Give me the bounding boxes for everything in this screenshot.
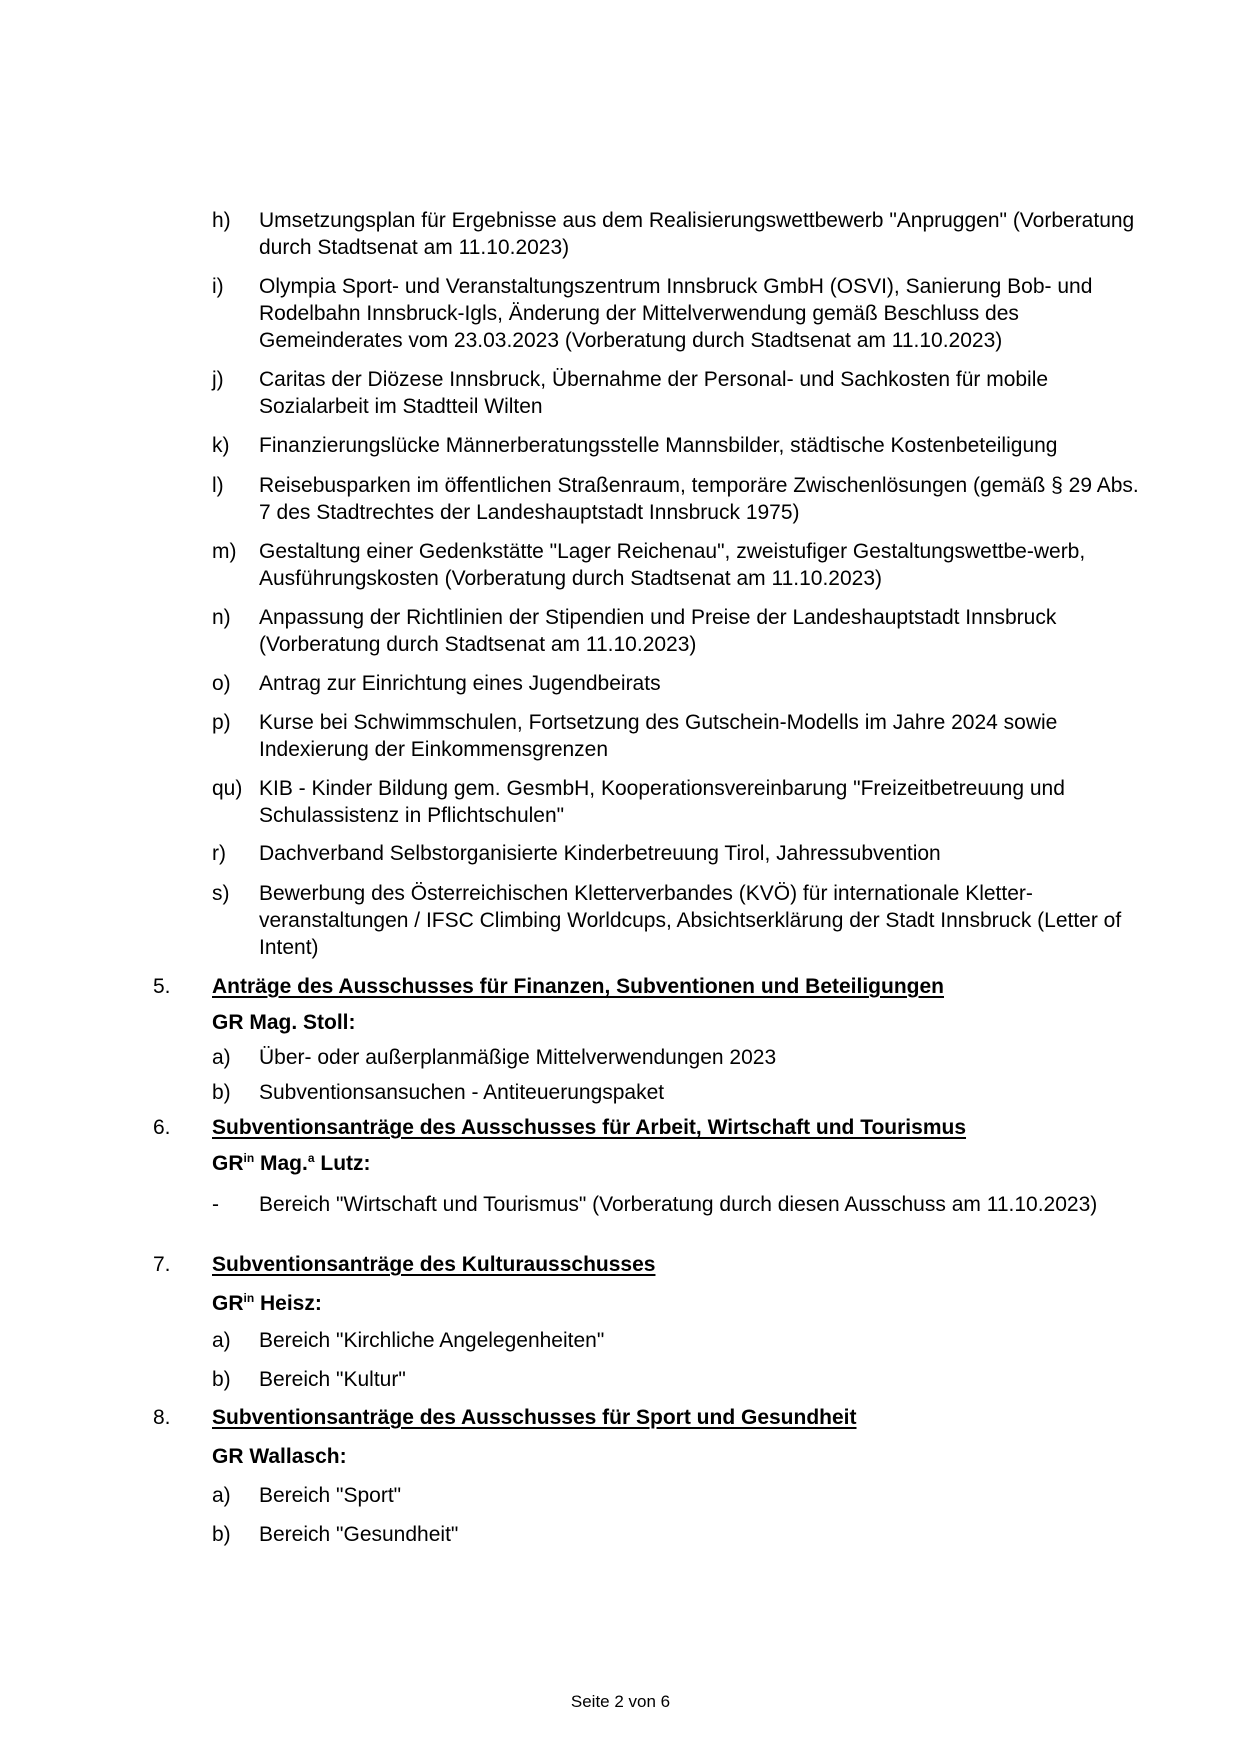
- agenda-item-o: [212, 670, 1142, 697]
- section-number: 7.: [153, 1253, 171, 1276]
- speaker-name: Heisz:: [254, 1292, 322, 1315]
- item-text: Anpassung der Richtlinien der Stipendien und Preise der Landeshauptstadt Innsbruck (Vorberatung durch Stadtsenat am 11.10.2023): [259, 606, 1057, 656]
- agenda-item-j: [212, 366, 1142, 420]
- section-number: 5.: [153, 975, 171, 998]
- item-text: Reisebusparken im öffentlichen Straßenraum, temporäre Zwischenlösungen (gemäß § 29 Abs. 7 des Stadtrechtes der Landeshauptstadt Innsbruck 1975): [259, 474, 1139, 524]
- item-label: a): [212, 1329, 231, 1352]
- section-title: Subventionsanträge des Kulturausschusses: [212, 1253, 656, 1276]
- section-8-item-b: [212, 1521, 1142, 1548]
- section-6-heading: [153, 1114, 1143, 1141]
- item-label: i): [212, 275, 224, 298]
- item-text: Bereich "Wirtschaft und Tourismus" (Vorberatung durch diesen Ausschuss am 11.10.2023): [259, 1193, 1098, 1216]
- agenda-item-l: [212, 472, 1142, 526]
- item-label: s): [212, 882, 230, 905]
- item-label: qu): [212, 777, 243, 800]
- agenda-item-n: [212, 604, 1142, 658]
- item-label: k): [212, 434, 230, 457]
- agenda-item-h: [212, 207, 1142, 261]
- item-text: Bewerbung des Österreichischen Kletterverbandes (KVÖ) für internationale Kletter-veranstaltungen / IFSC Climbing Worldcups, Absichtserklärung der Stadt Innsbruck (Letter of Intent): [259, 882, 1122, 959]
- item-text: Über- oder außerplanmäßige Mittelverwendungen 2023: [259, 1046, 777, 1069]
- item-label: n): [212, 606, 231, 629]
- section-8-heading: [153, 1404, 1143, 1431]
- item-text: Antrag zur Einrichtung eines Jugendbeirats: [259, 672, 661, 695]
- agenda-item-r: [212, 840, 1142, 867]
- item-label: a): [212, 1484, 231, 1507]
- agenda-item-qu: [212, 775, 1142, 829]
- agenda-item-p: [212, 709, 1142, 763]
- item-text: KIB - Kinder Bildung gem. GesmbH, Kooperationsvereinbarung "Freizeitbetreuung und Schulassistenz in Pflichtschulen": [259, 777, 1065, 827]
- item-text: Finanzierungslücke Männerberatungsstelle Mannsbilder, städtische Kostenbeteiligung: [259, 434, 1058, 457]
- item-text: Dachverband Selbstorganisierte Kinderbetreuung Tirol, Jahressubvention: [259, 842, 941, 865]
- item-label: o): [212, 672, 231, 695]
- section-title: Subventionsanträge des Ausschusses für Sport und Gesundheit: [212, 1406, 857, 1429]
- item-label: -: [212, 1193, 219, 1216]
- section-7-item-b: [212, 1366, 1142, 1393]
- item-label: m): [212, 540, 237, 563]
- item-text: Kurse bei Schwimmschulen, Fortsetzung des Gutschein-Modells im Jahre 2024 sowie Indexierung der Einkommensgrenzen: [259, 711, 1058, 761]
- item-label: h): [212, 209, 231, 232]
- section-8-speaker: GR Wallasch:: [212, 1445, 347, 1468]
- item-text: Bereich "Gesundheit": [259, 1523, 459, 1546]
- agenda-item-k: [212, 432, 1142, 459]
- section-5-heading: [153, 973, 1143, 1000]
- section-7-heading: [153, 1251, 1143, 1278]
- page-number-footer: Seite 2 von 6: [570, 1692, 671, 1711]
- section-6-speaker: [212, 1150, 371, 1177]
- item-text: Bereich "Kultur": [259, 1368, 406, 1391]
- speaker-title: GR: [212, 1292, 244, 1315]
- item-label: j): [212, 368, 224, 391]
- item-text: Olympia Sport- und Veranstaltungszentrum Innsbruck GmbH (OSVI), Sanierung Bob- und Rodelbahn Innsbruck-Igls, Änderung der Mittelverwendung gemäß Beschluss des Gemeinderates vom 23.03.2023 (Vorberatung durch Stadtsenat am 11.10.2023): [259, 275, 1093, 352]
- agenda-item-s: [212, 880, 1142, 961]
- section-title: Subventionsanträge des Ausschusses für Arbeit, Wirtschaft und Tourismus: [212, 1116, 967, 1139]
- item-label: b): [212, 1523, 231, 1546]
- section-8-item-a: [212, 1482, 1142, 1509]
- speaker-title-suffix: in: [243, 1151, 255, 1165]
- section-6-item: [212, 1191, 1142, 1218]
- item-label: b): [212, 1368, 231, 1391]
- item-label: b): [212, 1081, 231, 1104]
- item-text: Bereich "Kirchliche Angelegenheiten": [259, 1329, 605, 1352]
- item-text: Gestaltung einer Gedenkstätte "Lager Reichenau", zweistufiger Gestaltungswettbe-werb, Ausführungskosten (Vorberatung durch Stadtsenat am 11.10.2023): [259, 540, 1086, 590]
- section-5-speaker: GR Mag. Stoll:: [212, 1011, 356, 1034]
- item-text: Bereich "Sport": [259, 1484, 402, 1507]
- speaker-name: Lutz:: [314, 1152, 371, 1175]
- item-label: l): [212, 474, 224, 497]
- speaker-title: GR: [212, 1152, 244, 1175]
- agenda-item-i: [212, 273, 1142, 354]
- section-number: 8.: [153, 1406, 171, 1429]
- item-text: Caritas der Diözese Innsbruck, Übernahme der Personal- und Sachkosten für mobile Sozialarbeit im Stadtteil Wilten: [259, 368, 1049, 418]
- section-5-item-a: [212, 1044, 1142, 1071]
- item-label: r): [212, 842, 226, 865]
- agenda-item-m: [212, 538, 1142, 592]
- section-title: Anträge des Ausschusses für Finanzen, Subventionen und Beteiligungen: [212, 975, 944, 998]
- item-text: Subventionsansuchen - Antiteuerungspaket: [259, 1081, 665, 1104]
- section-number: 6.: [153, 1116, 171, 1139]
- section-7-item-a: [212, 1327, 1142, 1354]
- speaker-title-suffix: in: [243, 1291, 255, 1305]
- item-label: a): [212, 1046, 231, 1069]
- item-text: Umsetzungsplan für Ergebnisse aus dem Realisierungswettbewerb "Anpruggen" (Vorberatung durch Stadtsenat am 11.10.2023): [259, 209, 1135, 259]
- speaker-degree-suffix: a: [307, 1151, 315, 1165]
- section-5-item-b: [212, 1079, 1142, 1106]
- speaker-degree: Mag.: [254, 1152, 308, 1175]
- section-7-speaker: [212, 1290, 322, 1317]
- item-label: p): [212, 711, 231, 734]
